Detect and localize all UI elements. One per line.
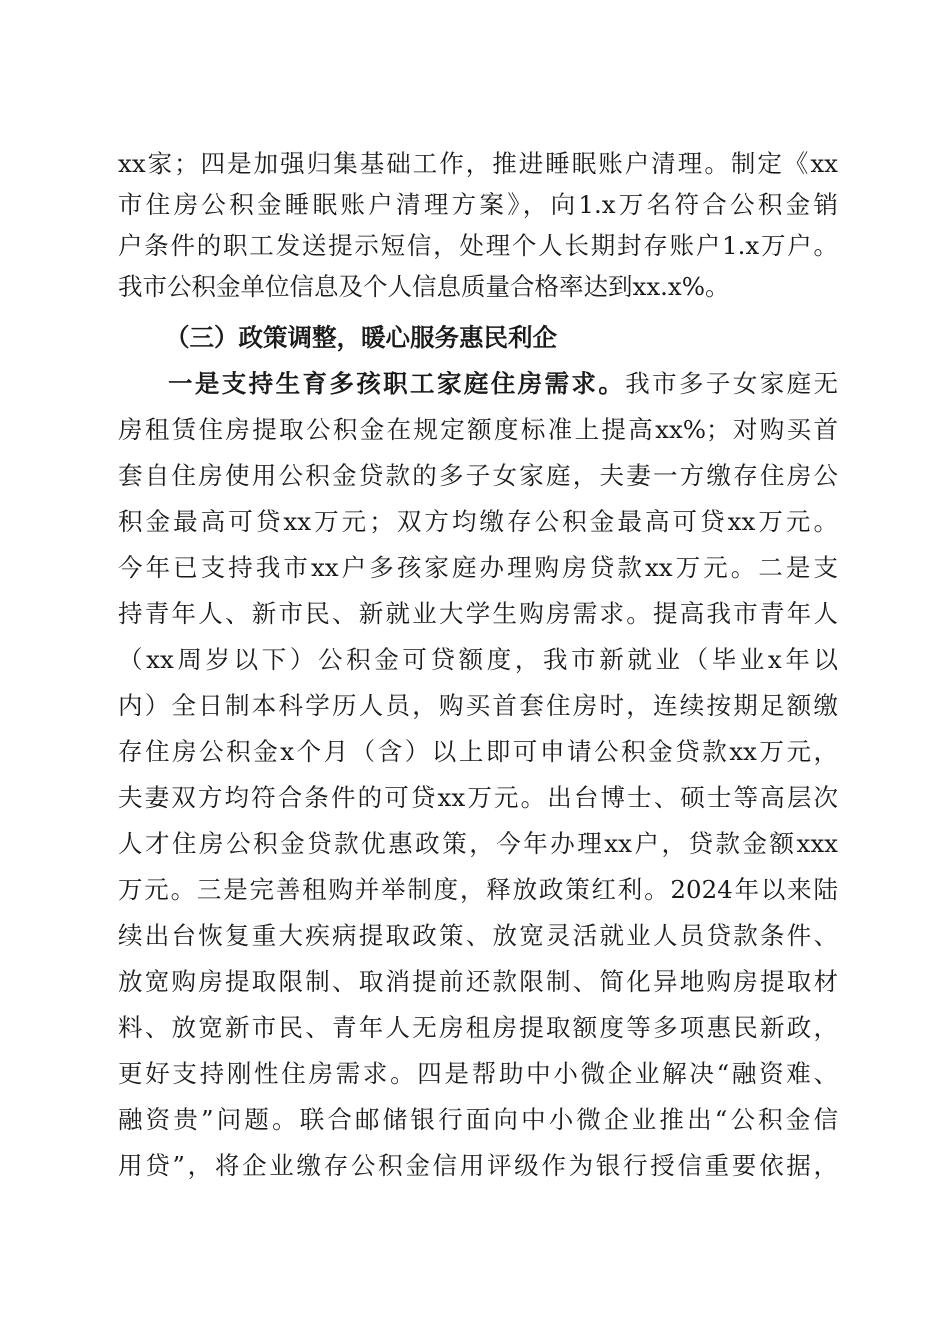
text-line: 夫妻双方均符合条件的可贷xx万元。出台博士、硕士等高层次	[118, 783, 838, 812]
text-line: 积金最高可贷xx万元；双方均缴存公积金最高可贷xx万元。	[118, 507, 838, 536]
text-span: 我市多子女家庭无	[625, 369, 839, 398]
text-line: xx家；四是加强归集基础工作，推进睡眠账户清理。制定《xx	[118, 149, 838, 178]
text-line: 更好支持刚性住房需求。四是帮助中小微企业解决“融资难、	[118, 1059, 838, 1088]
lead-sentence: 一是支持生育多孩职工家庭住房需求。	[168, 369, 626, 398]
text-line: 房租赁住房提取公积金在规定额度标准上提高xx%；对购买首	[118, 415, 838, 444]
text-line: 融资贵”问题。联合邮储银行面向中小微企业推出“公积金信	[118, 1105, 838, 1134]
paragraph-first-line	[168, 364, 838, 404]
text-line: 户条件的职工发送提示短信，处理个人长期封存账户1.x万户。	[118, 231, 838, 260]
text-line: （xx周岁以下）公积金可贷额度，我市新就业（毕业x年以	[118, 645, 838, 674]
text-line: 内）全日制本科学历人员，购买首套住房时，连续按期足额缴	[118, 691, 838, 720]
text-line: 续出台恢复重大疾病提取政策、放宽灵活就业人员贷款条件、	[118, 921, 838, 950]
text-line: 万元。三是完善租购并举制度，释放政策红利。2024年以来陆	[118, 875, 838, 904]
text-line: 持青年人、新市民、新就业大学生购房需求。提高我市青年人	[118, 599, 838, 628]
text-line: 市住房公积金睡眠账户清理方案》，向1.x万名符合公积金销	[118, 190, 838, 219]
text-line: 今年已支持我市xx户多孩家庭办理购房贷款xx万元。二是支	[118, 553, 838, 582]
text-line: 我市公积金单位信息及个人信息质量合格率达到xx.x%。	[118, 272, 730, 301]
text-line: 放宽购房提取限制、取消提前还款限制、简化异地购房提取材	[118, 967, 838, 996]
text-line: 套自住房使用公积金贷款的多子女家庭，夫妻一方缴存住房公	[118, 461, 838, 490]
text-line: 存住房公积金x个月（含）以上即可申请公积金贷款xx万元，	[118, 737, 838, 766]
text-line: 料、放宽新市民、青年人无房租房提取额度等多项惠民新政，	[118, 1013, 838, 1042]
section-heading: （三）政策调整，暖心服务惠民利企	[165, 323, 557, 352]
text-line: 人才住房公积金贷款优惠政策，今年办理xx户，贷款金额xxx	[118, 829, 838, 858]
text-line: 用贷”，将企业缴存公积金信用评级作为银行授信重要依据，	[118, 1151, 838, 1180]
